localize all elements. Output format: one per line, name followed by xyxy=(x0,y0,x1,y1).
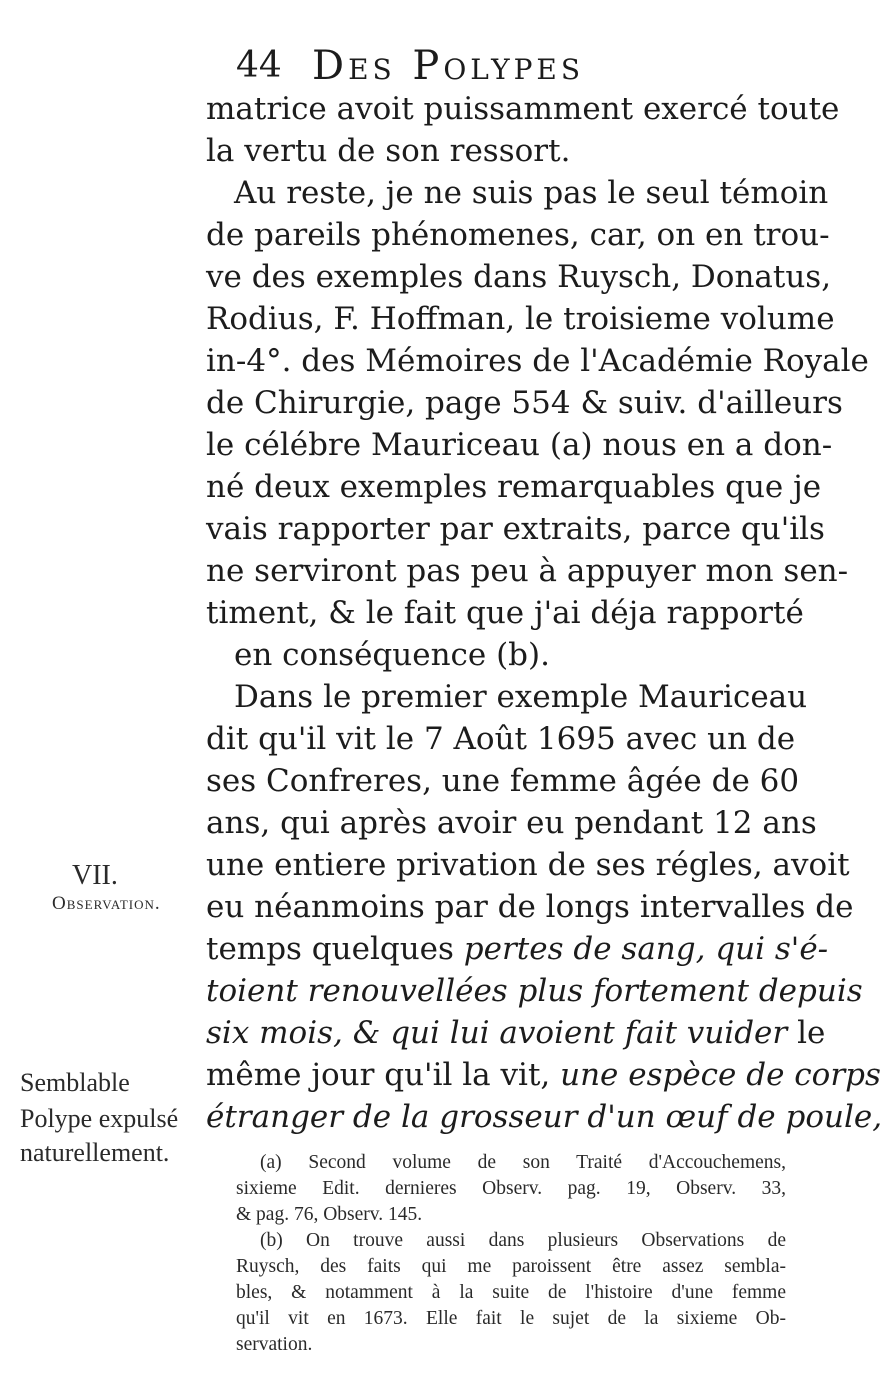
italic-segment: une espèce de corps xyxy=(560,1057,881,1093)
italic-segment: six mois, & qui lui avoient fait vuider xyxy=(206,1015,788,1051)
text-line: ne serviront pas peu à appuyer mon sen- xyxy=(206,553,849,589)
text-line: matrice avoit puissamment exercé toute xyxy=(206,91,840,127)
text-line: de Chirurgie, page 554 & suiv. d'ailleurs xyxy=(206,385,843,421)
footnote-line: qu'il vit en 1673. Elle fait le sujet de la sixieme Ob- xyxy=(236,1308,786,1329)
text-line: Dans le premier exemple Mauriceau xyxy=(234,679,808,715)
text-line-italic: toient renouvellées plus fortement depuis xyxy=(206,973,863,1009)
text-line xyxy=(206,1012,826,1054)
margin-note-line: Semblable xyxy=(20,1068,130,1097)
text-line-italic: étranger de la grosseur d'un œuf de poule, xyxy=(206,1099,882,1135)
text-segment: même jour qu'il la vit, xyxy=(206,1057,561,1093)
observation-label: Observation. xyxy=(52,893,161,914)
text-line: timent, & le fait que j'ai déja rapporté xyxy=(206,595,804,631)
text-line: de pareils phénomenes, car, on en trou- xyxy=(206,217,830,253)
text-line: eu néanmoins par de longs intervalles de xyxy=(206,889,854,925)
margin-note-line: naturellement. xyxy=(20,1138,170,1167)
running-title: Des Polypes xyxy=(312,43,585,89)
text-line: Rodius, F. Hoffman, le troisieme volume xyxy=(206,301,835,337)
text-line: ans, qui après avoir eu pendant 12 ans xyxy=(206,805,817,841)
text-line: en conséquence (b). xyxy=(234,637,550,673)
text-line: né deux exemples remarquables que je xyxy=(206,469,822,505)
footnote-line: (b) On trouve aussi dans plusieurs Observations de xyxy=(260,1230,786,1251)
footnote-line: servation. xyxy=(236,1334,313,1355)
text-line xyxy=(206,1054,881,1096)
text-line: in-4°. des Mémoires de l'Académie Royale xyxy=(206,343,869,379)
text-segment: temps quelques xyxy=(206,931,464,967)
margin-note-line: Polype expulsé xyxy=(20,1104,179,1133)
text-line: vais rapporter par extraits, parce qu'ils xyxy=(206,511,825,547)
text-line: le célébre Mauriceau (a) nous en a don- xyxy=(206,427,833,463)
main-text xyxy=(206,88,882,1138)
footnote-line: sixieme Edit. dernieres Observ. pag. 19, Observ. 33, xyxy=(236,1178,786,1199)
text-line: ses Confreres, une femme âgée de 60 xyxy=(206,763,800,799)
italic-segment: pertes de sang, qui s'é- xyxy=(463,931,829,967)
observation-number: VII. xyxy=(72,860,118,891)
footnote-line: bles, & notamment à la suite de l'histoire d'une femme xyxy=(236,1282,786,1303)
running-header xyxy=(236,40,656,92)
text-line xyxy=(206,928,829,970)
text-line: la vertu de son ressort. xyxy=(206,133,571,169)
text-line: Au reste, je ne suis pas le seul témoin xyxy=(234,175,829,211)
text-line: dit qu'il vit le 7 Août 1695 avec un de xyxy=(206,721,796,757)
text-line: une entiere privation de ses régles, avoit xyxy=(206,847,850,883)
footnote-line: Ruysch, des faits qui me paroissent être assez sembla- xyxy=(236,1256,786,1277)
footnotes xyxy=(236,1150,786,1358)
page-number: 44 xyxy=(236,45,282,86)
text-segment: le xyxy=(787,1015,826,1051)
footnote-line: (a) Second volume de son Traité d'Accouchemens, xyxy=(260,1152,786,1173)
text-line: ve des exemples dans Ruysch, Donatus, xyxy=(206,259,832,295)
footnote-line: & pag. 76, Observ. 145. xyxy=(236,1204,423,1225)
